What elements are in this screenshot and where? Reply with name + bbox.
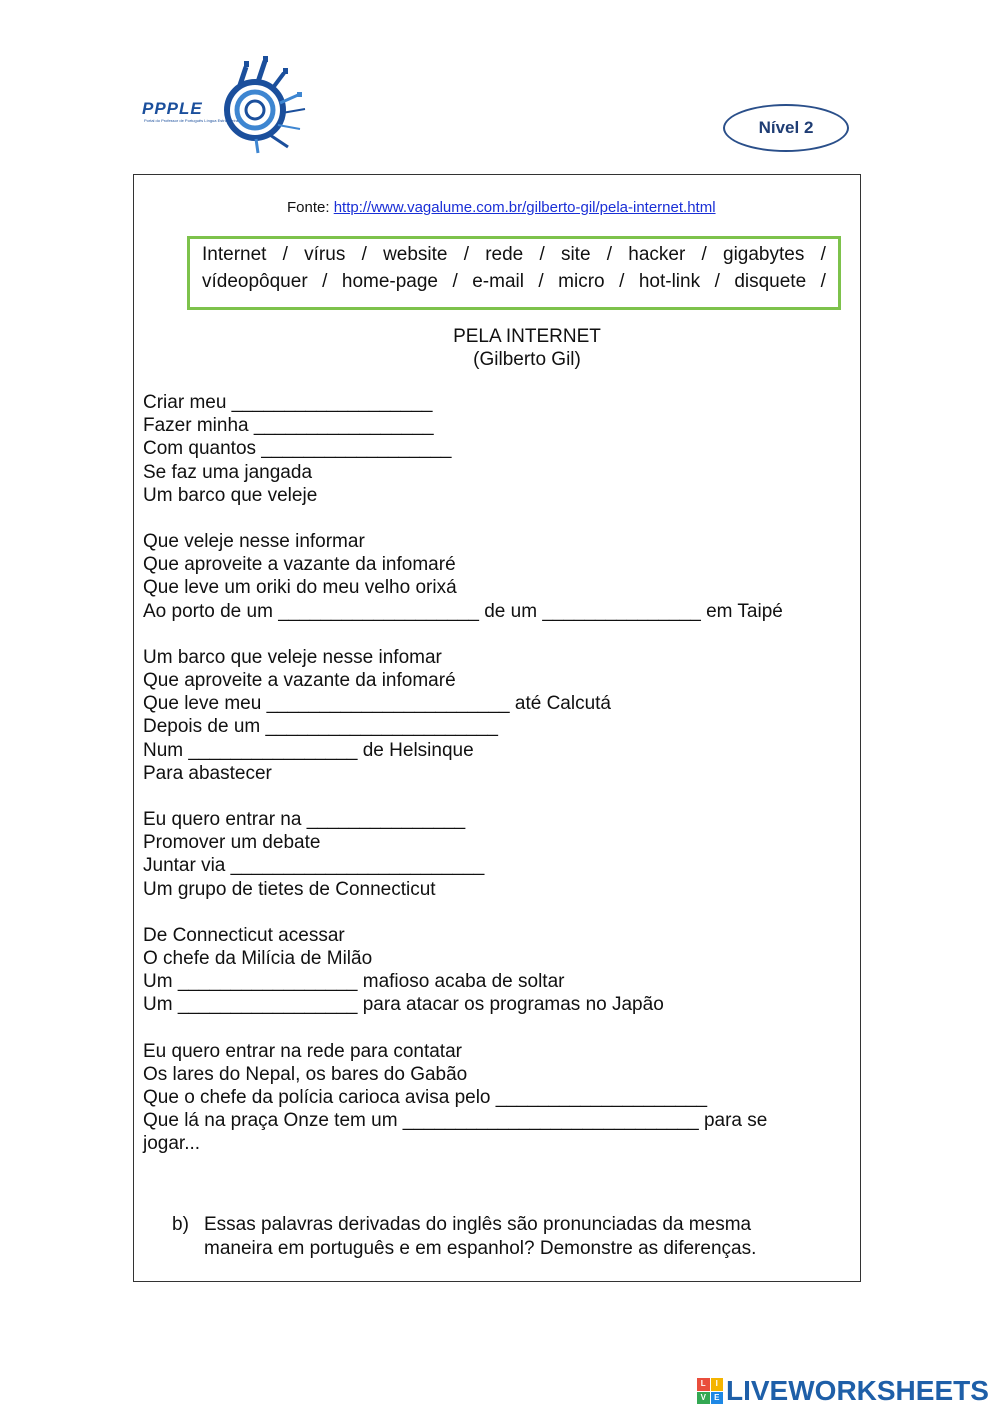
- word-separator: /: [606, 244, 613, 265]
- word-bank-item: rede: [485, 244, 524, 265]
- word-bank-item: gigabytes: [723, 244, 805, 265]
- lyric-line: Para abastecer: [143, 762, 272, 784]
- lyric-line: Ao porto de um ___________________ de um _______________ em Taipé: [143, 600, 783, 622]
- word-bank-item: micro: [558, 271, 605, 292]
- word-separator: /: [539, 244, 545, 265]
- lyric-line: O chefe da Milícia de Milão: [143, 948, 373, 970]
- lyric-line: Se faz uma jangada: [143, 461, 313, 483]
- question-b: [172, 1213, 824, 1260]
- liveworksheets-text: LIVEWORKSHEETS: [726, 1375, 989, 1406]
- word-bank-item: disquete: [734, 271, 807, 292]
- word-separator: /: [282, 244, 288, 265]
- level-badge: Nível 2: [723, 104, 849, 152]
- logo-badge-letter: E: [711, 1392, 724, 1405]
- stanza: [143, 808, 843, 901]
- lyric-line: Que leve um oriki do meu velho orixá: [143, 577, 457, 599]
- song-lyrics: [143, 391, 843, 1179]
- liveworksheets-brand: [697, 1375, 989, 1407]
- logo-badge-letter: I: [711, 1378, 724, 1391]
- song-author: (Gilberto Gil): [473, 349, 581, 370]
- word-separator: /: [714, 271, 720, 292]
- song-title: PELA INTERNET: [453, 326, 601, 347]
- lyric-line: Que aproveite a vazante da infomaré: [143, 670, 456, 692]
- lyric-line: Criar meu ___________________: [143, 392, 433, 413]
- word-bank-item: hot-link: [638, 271, 701, 292]
- question-text-line: Essas palavras derivadas do inglês são pronunciadas da mesma: [204, 1214, 752, 1235]
- word-separator: /: [361, 244, 367, 265]
- lyric-line: Que o chefe da polícia carioca avisa pelo ____________________: [143, 1087, 708, 1109]
- word-separator: /: [701, 244, 707, 265]
- logo-badge-letter: V: [697, 1392, 710, 1405]
- word-separator: /: [820, 244, 826, 265]
- word-separator: /: [538, 271, 544, 292]
- lyric-line: Que aproveite a vazante da infomaré: [143, 554, 456, 576]
- source-line: [287, 199, 716, 216]
- lyric-line: Que veleje nesse informar: [143, 531, 365, 553]
- lyric-line: Fazer minha _________________: [143, 415, 434, 437]
- word-bank-item: website: [383, 244, 448, 265]
- lyric-line: De Connecticut acessar: [143, 924, 345, 946]
- word-bank-item: e-mail: [472, 271, 524, 292]
- lyric-line: Depois de um ______________________: [143, 716, 498, 738]
- word-bank-item: vírus: [304, 244, 346, 265]
- lyric-line: Eu quero entrar na rede para contatar: [143, 1040, 462, 1062]
- liveworksheets-logo-icon: [697, 1378, 723, 1404]
- lyric-line: jogar...: [143, 1133, 201, 1155]
- lyric-line: Um _________________ para atacar os programas no Japão: [143, 994, 664, 1016]
- word-separator: /: [322, 271, 328, 292]
- word-bank-line-2: [202, 271, 826, 293]
- question-text-line: maneira em português e em espanhol? Demonstre as diferenças.: [204, 1237, 757, 1259]
- stanza: [143, 646, 843, 785]
- word-separator: /: [820, 271, 826, 292]
- stanza: [143, 1040, 843, 1156]
- logo-text: PPPLE: [142, 99, 203, 118]
- globe-swirl-icon: [210, 55, 310, 155]
- word-bank-item: site: [560, 244, 591, 265]
- word-separator: /: [452, 271, 458, 292]
- lyric-line: Um _________________ mafioso acaba de soltar: [143, 971, 565, 993]
- stanza: [143, 530, 843, 623]
- source-label: Fonte:: [287, 199, 330, 216]
- word-bank-item: Internet: [202, 244, 267, 265]
- source-link[interactable]: http://www.vagalume.com.br/gilberto-gil/pela-internet.html: [333, 199, 716, 216]
- lyric-line: Que leve meu _______________________ até Calcutá: [143, 693, 611, 715]
- lyric-line: Eu quero entrar na _______________: [143, 809, 466, 831]
- logo-badge-letter: L: [697, 1378, 710, 1391]
- stanza: [143, 924, 843, 1017]
- word-bank-item: home-page: [341, 271, 438, 292]
- ppple-logo: [140, 55, 310, 155]
- word-bank-box: [187, 236, 841, 310]
- worksheet-frame: [133, 174, 861, 1282]
- word-separator: /: [463, 244, 469, 265]
- logo-subtitle: Portal do Professor de Português Língua Estrangeira: [144, 118, 239, 123]
- word-separator: /: [619, 271, 625, 292]
- lyric-line: Um grupo de tietes de Connecticut: [143, 878, 436, 900]
- lyric-line: Com quantos __________________: [143, 438, 452, 460]
- stanza: [143, 391, 843, 507]
- lyric-line: Promover um debate: [143, 832, 321, 854]
- lyric-line: Um barco que veleje: [143, 484, 318, 506]
- question-number: b): [172, 1214, 189, 1235]
- word-bank-item: vídeopôquer: [202, 271, 308, 292]
- lyric-line: Num ________________ de Helsinque: [143, 739, 474, 761]
- lyric-line: Os lares do Nepal, os bares do Gabão: [143, 1063, 468, 1085]
- word-bank-item: hacker: [628, 244, 686, 265]
- lyric-line: Um barco que veleje nesse infomar: [143, 646, 442, 668]
- lyric-line: Que lá na praça Onze tem um ____________________________ para se: [143, 1110, 768, 1132]
- word-bank-line-1: [202, 244, 826, 266]
- lyric-line: Juntar via ________________________: [143, 855, 485, 877]
